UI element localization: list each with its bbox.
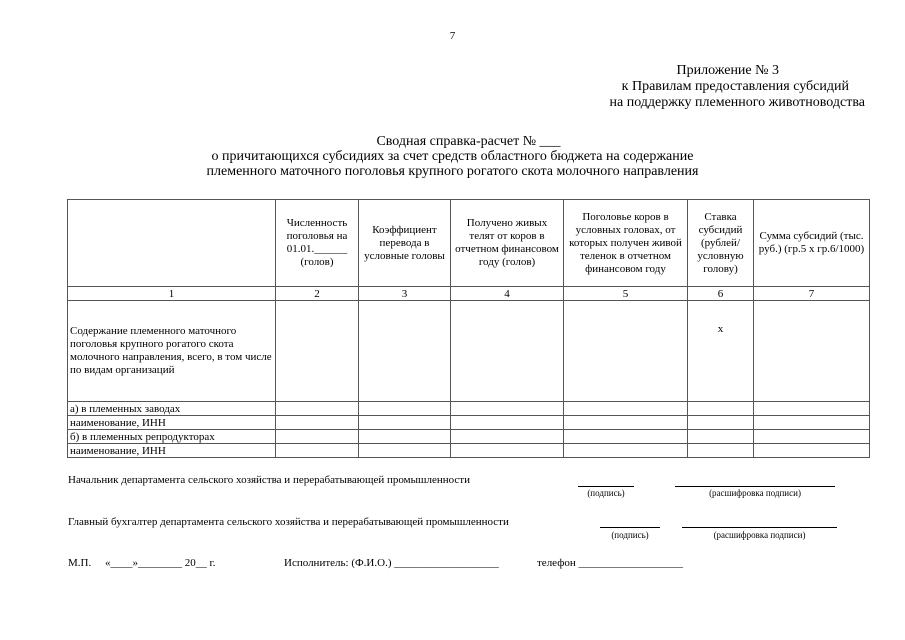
table-cell (451, 416, 564, 430)
appendix-header (610, 63, 866, 111)
table-cell (276, 301, 359, 402)
table-cell (359, 402, 451, 416)
column-number: 3 (359, 287, 451, 301)
header-cell: Численность поголовья на 01.01.______ (голов) (276, 200, 359, 287)
row-label: наименование, ИНН (68, 416, 276, 430)
row-label: б) в племенных репродукторах (68, 430, 276, 444)
rate-mark: х (688, 301, 754, 402)
table-cell (754, 301, 870, 402)
row-label: наименование, ИНН (68, 444, 276, 458)
accountant-decode-line (682, 527, 837, 528)
column-number: 1 (68, 287, 276, 301)
table-cell (688, 416, 754, 430)
table-cell (276, 416, 359, 430)
table-row (68, 430, 870, 444)
table-cell (754, 402, 870, 416)
title-line-2: о причитающихся субсидиях за счет средств областного бюджета на содержание (211, 149, 694, 164)
table-cell (359, 430, 451, 444)
column-number-row (68, 287, 870, 301)
header-cell: Сумма субсидий (тыс. руб.) (гр.5 х гр.6/1000) (754, 200, 870, 287)
head-signature-title: Начальник департамента сельского хозяйства и перерабатывающей промышленности (68, 474, 470, 486)
row-label: а) в племенных заводах (68, 402, 276, 416)
table-cell (754, 430, 870, 444)
column-number: 2 (276, 287, 359, 301)
table-cell (564, 301, 688, 402)
table-cell (754, 416, 870, 430)
accountant-signature-line (600, 527, 660, 528)
row-label: Содержание племенного маточного поголовья крупного рогатого скота молочного направления, всего, в том числе по видам организаций (68, 301, 276, 402)
column-number: 6 (688, 287, 754, 301)
title-line-3: племенного маточного поголовья крупного рогатого скота молочного направления (206, 164, 699, 179)
table-cell (451, 301, 564, 402)
appendix-line-2: к Правилам предоставления субсидий (621, 79, 849, 94)
header-cell: Получено живых телят от коров в отчетном финансовом году (голов) (451, 200, 564, 287)
table-cell (359, 416, 451, 430)
table-cell (451, 402, 564, 416)
header-cell: Поголовье коров в условных головах, от которых получен живой теленок в отчетном финансовом году (564, 200, 688, 287)
column-number: 7 (754, 287, 870, 301)
table-cell (564, 402, 688, 416)
table-cell (276, 430, 359, 444)
header-cell: Ставка субсидий (рублей/ условную голову) (688, 200, 754, 287)
header-cell (68, 200, 276, 287)
column-number: 5 (564, 287, 688, 301)
phone-field: телефон ___________________ (537, 557, 683, 569)
head-signature-label: (подпись) (587, 488, 625, 498)
table-cell (754, 444, 870, 458)
table-cell (451, 430, 564, 444)
head-decode-label: (расшифровка подписи) (709, 488, 801, 498)
head-decode-line (675, 486, 835, 487)
document-title (0, 134, 905, 179)
column-number: 4 (451, 287, 564, 301)
accountant-decode-label: (расшифровка подписи) (713, 530, 806, 540)
executor-field: Исполнитель: (Ф.И.О.) ___________________ (284, 557, 499, 569)
table-cell (276, 444, 359, 458)
title-line-1: Сводная справка-расчет № ___ (376, 134, 561, 149)
accountant-signature-title: Главный бухгалтер департамента сельского хозяйства и перерабатывающей промышленности (68, 516, 509, 528)
table-row (68, 444, 870, 458)
table-cell (564, 444, 688, 458)
appendix-line-1: Приложение № 3 (676, 63, 779, 78)
table-cell (688, 430, 754, 444)
accountant-signature-label: (подпись) (611, 530, 649, 540)
header-cell: Коэффициент перевода в условные головы (359, 200, 451, 287)
table-cell (276, 402, 359, 416)
page-number: 7 (449, 30, 456, 42)
table-cell (359, 444, 451, 458)
table-cell (688, 444, 754, 458)
table-cell (359, 301, 451, 402)
table-row (68, 301, 870, 402)
table-cell (564, 430, 688, 444)
table-row (68, 416, 870, 430)
table-row (68, 402, 870, 416)
table-cell (564, 416, 688, 430)
table-cell (688, 402, 754, 416)
date-field: «____»________ 20__ г. (105, 557, 216, 569)
head-signature-line (578, 486, 634, 487)
appendix-line-3: на поддержку племенного животноводства (609, 95, 865, 110)
stamp-mark: М.П. (68, 557, 92, 569)
subsidy-table (67, 199, 870, 458)
table-cell (451, 444, 564, 458)
table-header-row (68, 200, 870, 287)
